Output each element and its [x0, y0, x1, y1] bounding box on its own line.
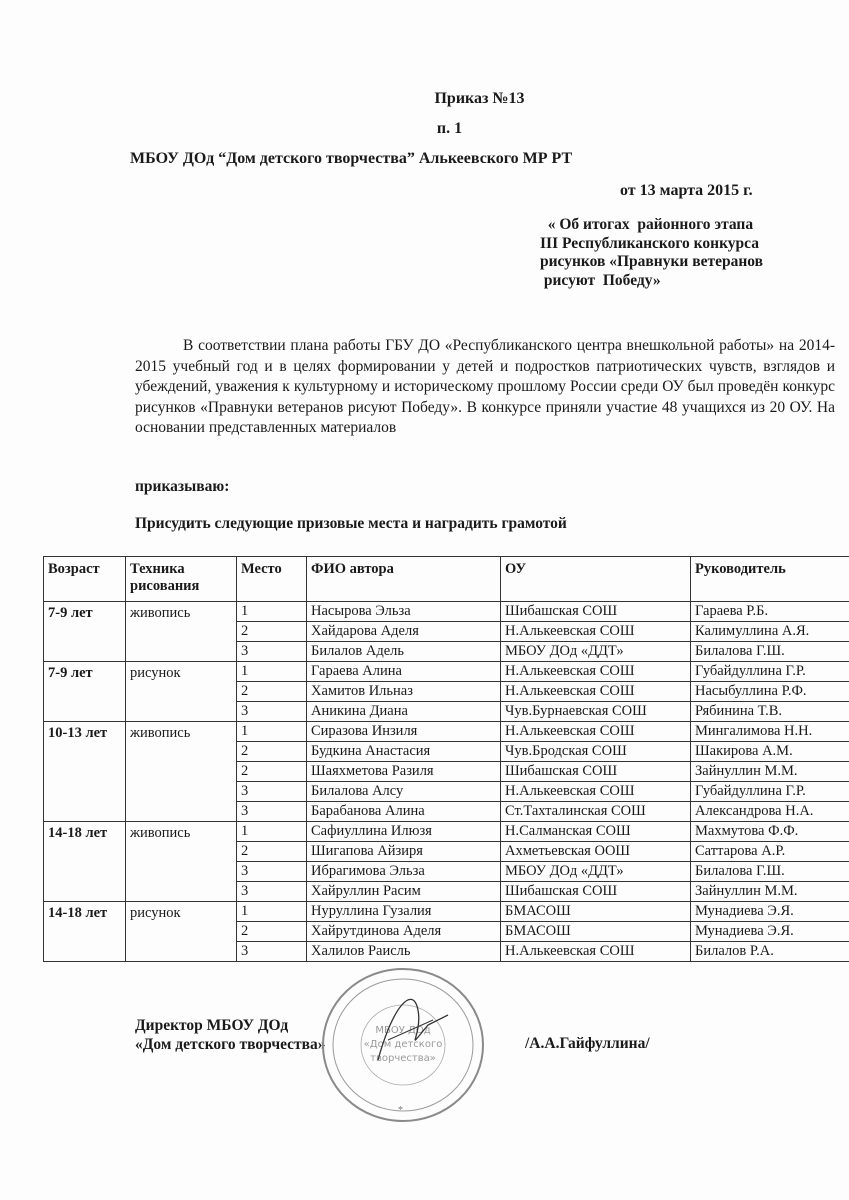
- leader-cell: Зайнуллин М.М.: [691, 882, 849, 902]
- author-cell: Ибрагимова Эльза: [307, 862, 501, 882]
- place-cell: 3: [237, 782, 307, 802]
- header-author: ФИО автора: [307, 557, 501, 602]
- place-cell: 1: [237, 722, 307, 742]
- author-cell: Сафиуллина Илюзя: [307, 822, 501, 842]
- place-cell: 3: [237, 802, 307, 822]
- school-cell: МБОУ ДОд «ДДТ»: [501, 642, 691, 662]
- school-cell: Н.Алькеевская СОШ: [501, 622, 691, 642]
- leader-cell: Саттарова А.Р.: [691, 842, 849, 862]
- technique-cell: рисунок: [126, 662, 237, 722]
- director-title: Директор МБОУ ДОд: [135, 1017, 289, 1034]
- place-cell: 2: [237, 682, 307, 702]
- age-cell: 10-13 лет: [44, 722, 126, 822]
- age-cell: 7-9 лет: [44, 662, 126, 722]
- svg-text:творчества»: творчества»: [370, 1053, 436, 1064]
- header-age: Возраст: [44, 557, 126, 602]
- place-cell: 2: [237, 742, 307, 762]
- school-cell: Шибашская СОШ: [501, 762, 691, 782]
- author-cell: Хайдарова Аделя: [307, 622, 501, 642]
- author-cell: Билалова Алсу: [307, 782, 501, 802]
- header-school: ОУ: [501, 557, 691, 602]
- leader-cell: Мингалимова Н.Н.: [691, 722, 849, 742]
- place-cell: 3: [237, 642, 307, 662]
- director-block: [135, 1016, 326, 1054]
- age-cell: 7-9 лет: [44, 602, 126, 662]
- place-cell: 2: [237, 842, 307, 862]
- leader-cell: Губайдуллина Г.Р.: [691, 662, 849, 682]
- author-cell: Аникина Диана: [307, 702, 501, 722]
- technique-cell: живопись: [126, 722, 237, 822]
- header-place: Место: [237, 557, 307, 602]
- school-cell: БМАСОШ: [501, 922, 691, 942]
- place-cell: 3: [237, 702, 307, 722]
- director-org: «Дом детского творчества»: [135, 1036, 326, 1053]
- technique-cell: живопись: [126, 602, 237, 662]
- results-table: [43, 556, 849, 962]
- place-cell: 3: [237, 862, 307, 882]
- leader-cell: Мунадиева Э.Я.: [691, 902, 849, 922]
- organization-name: МБОУ ДОд “Дом детского творчества” Алькеевского МР РТ: [130, 150, 573, 167]
- school-cell: Ст.Тахталинская СОШ: [501, 802, 691, 822]
- leader-cell: Шакирова А.М.: [691, 742, 849, 762]
- school-cell: Ахметьевская ООШ: [501, 842, 691, 862]
- leader-cell: Калимуллина А.Я.: [691, 622, 849, 642]
- order-title: Приказ №13: [434, 90, 525, 107]
- table-header-row: [44, 557, 849, 602]
- svg-text:МБОУ ДОд: МБОУ ДОд: [375, 1025, 431, 1036]
- header-leader: Руководитель: [691, 557, 849, 602]
- leader-cell: Мунадиева Э.Я.: [691, 922, 849, 942]
- school-cell: Шибашская СОШ: [501, 602, 691, 622]
- author-cell: Будкина Анастасия: [307, 742, 501, 762]
- author-cell: Барабанова Алина: [307, 802, 501, 822]
- subject-line: « Об итогах районного этапа: [540, 216, 754, 233]
- leader-cell: Александрова Н.А.: [691, 802, 849, 822]
- place-cell: 2: [237, 922, 307, 942]
- school-cell: МБОУ ДОд «ДДТ»: [501, 862, 691, 882]
- place-cell: 2: [237, 622, 307, 642]
- school-cell: Н.Алькеевская СОШ: [501, 722, 691, 742]
- table-row: [44, 902, 849, 922]
- leader-cell: Гараева Р.Б.: [691, 602, 849, 622]
- school-cell: Н.Алькеевская СОШ: [501, 682, 691, 702]
- svg-text:«Дом детского: «Дом детского: [363, 1039, 443, 1050]
- leader-cell: Махмутова Ф.Ф.: [691, 822, 849, 842]
- technique-cell: живопись: [126, 822, 237, 902]
- official-stamp-icon: [318, 965, 488, 1125]
- school-cell: Чув.Бродская СОШ: [501, 742, 691, 762]
- author-cell: Билалов Адель: [307, 642, 501, 662]
- technique-cell: рисунок: [126, 902, 237, 962]
- subject-line: рисуют Победу»: [540, 271, 661, 289]
- school-cell: Н.Салманская СОШ: [501, 822, 691, 842]
- author-cell: Шигапова Айзиря: [307, 842, 501, 862]
- school-cell: Н.Алькеевская СОШ: [501, 942, 691, 962]
- order-date: от 13 марта 2015 г.: [620, 182, 753, 199]
- author-cell: Нуруллина Гузалия: [307, 902, 501, 922]
- place-cell: 1: [237, 822, 307, 842]
- place-cell: 1: [237, 602, 307, 622]
- leader-cell: Билалов Р.А.: [691, 942, 849, 962]
- author-cell: Хайруллин Расим: [307, 882, 501, 902]
- header-technique: Техника рисования: [126, 557, 237, 602]
- place-cell: 3: [237, 882, 307, 902]
- school-cell: Чув.Бурнаевская СОШ: [501, 702, 691, 722]
- leader-cell: Зайнуллин М.М.: [691, 762, 849, 782]
- subject-line: III Республиканского конкурса: [540, 234, 759, 252]
- table-row: [44, 722, 849, 742]
- leader-cell: Билалова Г.Ш.: [691, 862, 849, 882]
- table-row: [44, 602, 849, 622]
- table-row: [44, 662, 849, 682]
- school-cell: Шибашская СОШ: [501, 882, 691, 902]
- place-cell: 1: [237, 902, 307, 922]
- author-cell: Сиразова Инзиля: [307, 722, 501, 742]
- leader-cell: Рябинина Т.В.: [691, 702, 849, 722]
- order-body: [135, 336, 835, 439]
- place-cell: 1: [237, 662, 307, 682]
- subject-line: рисунков «Правнуки ветеранов: [540, 253, 763, 270]
- age-cell: 14-18 лет: [44, 822, 126, 902]
- author-cell: Халилов Раисль: [307, 942, 501, 962]
- place-cell: 2: [237, 762, 307, 782]
- body-paragraph: В соответствии плана работы ГБУ ДО «Республиканского центра внешкольной работы» на 2014-2015 учебный год и в целях формировании у детей и подростков патриотических чувств, взглядов и убеждений, уважения к культурному и историческому прошлому России среди ОУ был проведён конкурс рисунков «Правнуки ветеранов рисуют Победу». В конкурсе приняли участие 48 учащихся из 20 ОУ. На основании представленных материалов: [135, 337, 835, 436]
- table-row: [44, 822, 849, 842]
- svg-text:*: *: [398, 1105, 403, 1116]
- author-cell: Хайрутдинова Аделя: [307, 922, 501, 942]
- order-point: п. 1: [436, 120, 463, 137]
- author-cell: Насырова Эльза: [307, 602, 501, 622]
- leader-cell: Насыбуллина Р.Ф.: [691, 682, 849, 702]
- school-cell: БМАСОШ: [501, 902, 691, 922]
- author-cell: Хамитов Ильназ: [307, 682, 501, 702]
- school-cell: Н.Алькеевская СОШ: [501, 662, 691, 682]
- school-cell: Н.Алькеевская СОШ: [501, 782, 691, 802]
- leader-cell: Губайдуллина Г.Р.: [691, 782, 849, 802]
- leader-cell: Билалова Г.Ш.: [691, 642, 849, 662]
- place-cell: 3: [237, 942, 307, 962]
- award-line: Присудить следующие призовые места и наградить грамотой: [135, 515, 567, 532]
- age-cell: 14-18 лет: [44, 902, 126, 962]
- author-cell: Шаяхметова Разиля: [307, 762, 501, 782]
- order-word: приказываю:: [135, 478, 230, 495]
- author-cell: Гараева Алина: [307, 662, 501, 682]
- order-subject: [540, 216, 763, 290]
- signature-name: /А.А.Гайфуллина/: [525, 1035, 650, 1052]
